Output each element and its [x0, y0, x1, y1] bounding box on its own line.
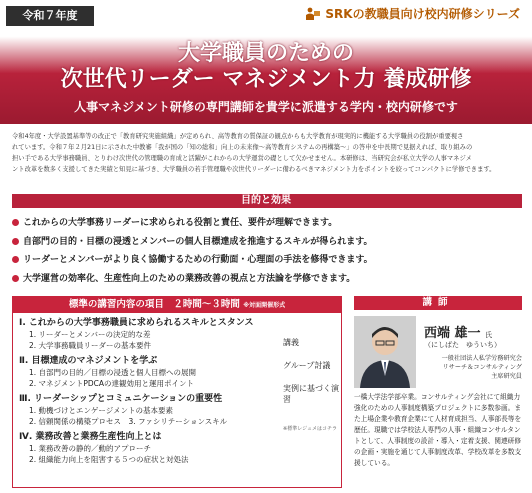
honorific: 氏 — [485, 331, 493, 339]
intro-line: 担い手である大学事務職員、とりわけ次世代の管理職の育成と活躍がこれからの大学運営の礎として欠かせません。本研修は、当研究会が私立大学の人事マネジメ — [12, 155, 472, 162]
module-item: 1. 動機づけとエンゲージメントの基本要素 — [29, 406, 174, 415]
goal-item: 自部門の目的・目標の浸透とメンバーの個人目標達成を推進するスキルが得られます。 — [12, 233, 522, 252]
intro-line: ント改革を数多く支援してきた実績と知見に基づき、大学職員の若手管理職や次世代リーダーに備わるべきマネジメント力をポイントを絞ってコンパクトに学修できます。 — [12, 166, 496, 173]
module — [19, 317, 281, 351]
course-heading: 標準の講習内容の項目 ２時間～３時間 ※対面開催形式 — [13, 297, 341, 313]
bullet-icon — [12, 275, 19, 282]
course-box — [12, 296, 342, 488]
intro-line: 令和4年度・大学設置基準等の改正で「教育研究実施組織」が定められ、高等教育の質保証の観点からも大学教育が現実的に機能する大学職員の役割が重要視さ — [12, 133, 464, 140]
module-item: 2. 大学事務職員リーダーの基本要件 — [29, 341, 152, 350]
methods-note[interactable]: ※標準レジュメはコチラ — [283, 426, 337, 432]
module-title: Ⅱ. 目標達成のマネジメントを学ぶ — [19, 356, 158, 366]
method-item: 実例に基づく演習 — [283, 384, 339, 404]
method-list — [283, 337, 339, 444]
module — [19, 431, 281, 465]
module-item: 1. リーダーとメンバーの決定的な差 — [29, 330, 151, 339]
module — [19, 355, 281, 389]
year-badge: 令和７年度 — [6, 6, 94, 26]
instructor-photo — [354, 316, 416, 388]
series-text: SRKの教職員向け校内研修シリーズ — [325, 7, 520, 21]
intro-text — [12, 131, 522, 175]
module-item: 1. 自部門の目的／目標の浸透と個人目標への展開 — [29, 368, 197, 377]
module-title: Ⅲ. リーダーシップとコミュニケーションの重要性 — [19, 394, 223, 404]
portrait-icon — [354, 316, 416, 388]
goal-item: リーダーとメンバーがより良く協働するための行動面・心理面の手法を修得できます。 — [12, 251, 522, 270]
method-item: 講義 — [283, 338, 299, 347]
goals-heading: 目的と効果 — [241, 195, 291, 206]
page-title-line2: 次世代リーダー マネジメント力 養成研修 — [60, 67, 472, 92]
goal-item: これからの大学事務リーダーに求められる役割と責任、要件が理解できます。 — [12, 214, 522, 233]
page-subtitle: 人事マネジメント研修の専門講師を貴学に派遣する学内・校内研修です — [74, 100, 458, 114]
module-list — [19, 317, 281, 469]
method-item: グループ討議 — [283, 361, 331, 370]
module-item: 2. 組織能力向上を阻害する５つの症状と対処法 — [29, 455, 189, 464]
goals-list — [12, 214, 522, 288]
instructor-kana: （にしばた ゆういち） — [424, 341, 501, 349]
course-heading-note: ※対面開催形式 — [243, 302, 286, 309]
page-title-line1: 大学職員のための — [177, 41, 354, 66]
bullet-icon — [12, 219, 19, 226]
instructor-heading: 講師 — [354, 296, 522, 310]
module-item: 1. 業務改善の静的／動的アプローチ — [29, 444, 152, 453]
intro-line: れています。令和７年２月21日に示された中教審「我が国の「知の総和」向上の未来像～高等教育システムの再構築～」の答申を中長期で見据えれば、取り組みの — [12, 144, 473, 151]
instructor-name: 西端 雄一 氏 — [424, 326, 493, 341]
series-label — [305, 5, 520, 22]
teacher-icon — [305, 7, 321, 21]
bullet-icon — [12, 238, 19, 245]
module-title: Ⅰ. これからの大学事務職員に求められるスキルとスタンス — [19, 318, 254, 328]
module — [19, 393, 281, 427]
instructor-org: 一般社団法人私学労務研究会 リサーチ＆コンサルティング 主席研究員 — [441, 355, 522, 380]
goal-item: 大学運営の効率化、生産性向上のための業務改善の視点と方法論を学修できます。 — [12, 270, 522, 289]
instructor-bio: 一橋大学法学部卒業。コンサルティング会社にて組織力強化のための人事制度構築プロジェクトに多数参画。また上場企業や教育企業にて人材育成担当、人事部長等を歴任。現職では学校法人専門の人事・組織コンサルタントとして、人事制度の設計・導入・定着支援、関連研修の企画・実施を通じて人事制度改革、学校改革を多数支援している。 — [354, 393, 522, 467]
module-item: 2. 信頼関係の構築プロセス 3. ファシリテーションスキル — [29, 417, 228, 426]
module-item: 2. マネジメントPDCAの達観効用と運用ポイント — [29, 379, 194, 388]
module-title: Ⅳ. 業務改善と業務生産性向上とは — [19, 432, 162, 442]
bullet-icon — [12, 256, 19, 263]
